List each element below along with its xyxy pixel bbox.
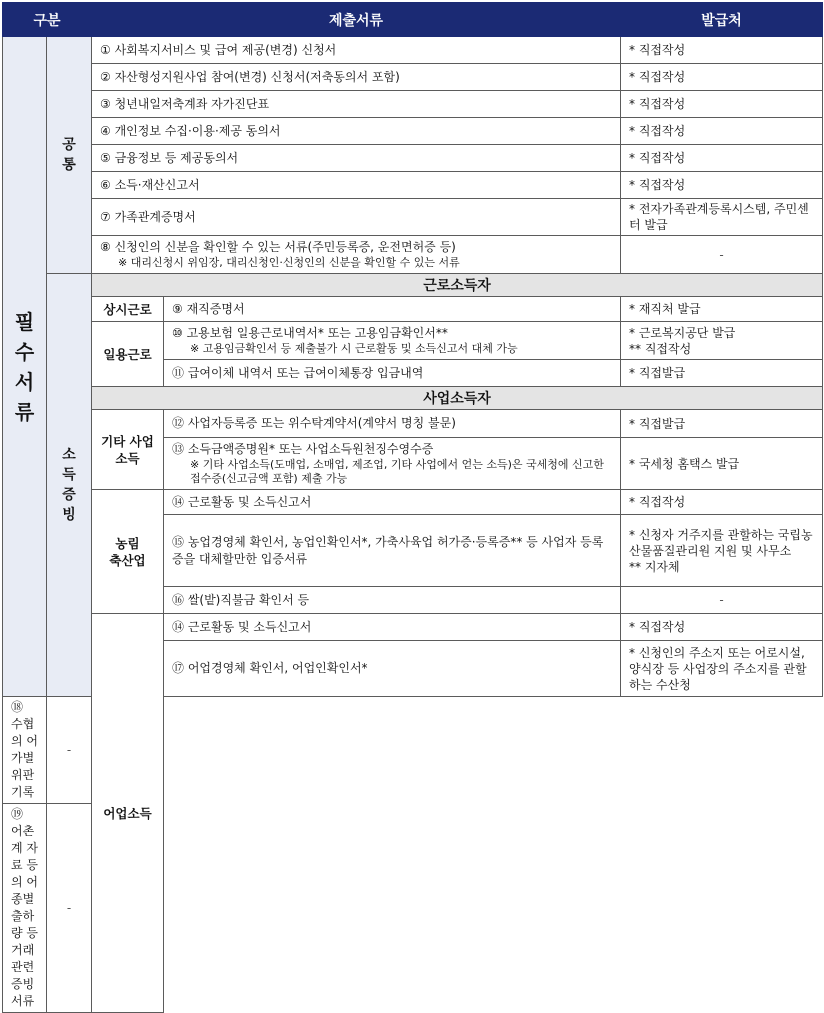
document-cell: ⑤ 금융정보 등 제공동의서: [92, 145, 621, 172]
other-business-label: 기타 사업소득: [92, 410, 164, 490]
document-cell: ⑭ 근로활동 및 소득신고서: [164, 490, 621, 515]
issuer-cell: -: [621, 587, 823, 614]
document-text: ⑬ 소득금액증명원* 또는 사업소득원천징수영수증: [172, 442, 434, 456]
table-row: [3, 614, 823, 641]
table-row: [3, 91, 823, 118]
issuer-cell: * 직접작성: [621, 64, 823, 91]
document-cell: ⑱ 수협의 어가별 위판기록: [3, 697, 47, 804]
document-note: ※ 고용임금확인서 등 제출불가 시 근로활동 및 소득신고서 대체 가능: [190, 342, 518, 355]
table-row: [3, 236, 823, 274]
fishery-label: 어업소득: [92, 614, 164, 1013]
issuer-cell: * 직접발급: [621, 410, 823, 438]
document-cell: ⑭ 근로활동 및 소득신고서: [164, 614, 621, 641]
income-category: 소득증빙: [47, 274, 92, 697]
agri-label: 농림 축산업: [92, 490, 164, 614]
issuer-line: ** 직접작성: [629, 341, 692, 356]
document-cell: ④ 개인정보 수집·이용·제공 동의서: [92, 118, 621, 145]
document-cell: ⑮ 농업경영체 확인서, 농업인확인서*, 가축사육업 허가증·등록증** 등 사업자 등록증을 대체할만한 입증서류: [164, 515, 621, 587]
document-cell: ⑫ 사업자등록증 또는 위수탁계약서(계약서 명칭 불문): [164, 410, 621, 438]
header-documents: 제출서류: [92, 3, 621, 37]
issuer-cell: * 직접작성: [621, 490, 823, 515]
issuer-cell: * 직접작성: [621, 118, 823, 145]
business-income-band: 사업소득자: [92, 387, 823, 410]
issuer-line: ** 지자체: [629, 559, 680, 574]
issuer-cell: * 직접작성: [621, 91, 823, 118]
band-row: [3, 274, 823, 297]
table-row: [3, 145, 823, 172]
issuer-cell: [621, 515, 823, 587]
issuer-cell: * 직접작성: [621, 145, 823, 172]
table-row: [3, 297, 823, 322]
issuer-cell: * 재직처 발급: [621, 297, 823, 322]
table-row: [3, 490, 823, 515]
document-note: ※ 기타 사업소득(도매업, 소매업, 제조업, 기타 사업에서 얻는 소득)은 국세청에 신고한 접수증(신고금액 포함) 제출 가능: [190, 458, 604, 485]
table-row: [3, 410, 823, 438]
issuer-line: * 신청자 거주지를 관할하는 국립농산물품질관리원 지원 및 사무소: [629, 527, 813, 558]
band-row: [3, 387, 823, 410]
issuer-cell: * 신청인의 주소지 또는 어로시설, 양식장 등 사업장의 주소지를 관할하는 수산청: [621, 641, 823, 697]
document-cell: ⑥ 소득·재산신고서: [92, 172, 621, 199]
document-cell: [164, 322, 621, 360]
issuer-cell: * 직접발급: [621, 360, 823, 387]
issuer-cell: * 직접작성: [621, 37, 823, 64]
document-cell: ⑯ 쌀(밭)직불금 확인서 등: [164, 587, 621, 614]
table-row: [3, 37, 823, 64]
document-cell: [92, 236, 621, 274]
regular-work-label: 상시근로: [92, 297, 164, 322]
table-row: [3, 172, 823, 199]
daily-work-label: 일용근로: [92, 322, 164, 387]
required-category: 필수서류: [3, 37, 47, 697]
table-row: [3, 64, 823, 91]
document-note: ※ 대리신청시 위임장, 대리신청인·신청인의 신분을 확인할 수 있는 서류: [118, 256, 460, 269]
issuer-cell: * 직접작성: [621, 172, 823, 199]
issuer-line: * 근로복지공단 발급: [629, 325, 736, 340]
issuer-cell: -: [47, 697, 92, 804]
issuer-cell: -: [47, 804, 92, 1013]
issuer-cell: * 전자가족관계등록시스템, 주민센터 발급: [621, 199, 823, 236]
issuer-cell: * 국세청 홈택스 발급: [621, 438, 823, 490]
required-documents-table: [2, 2, 823, 1013]
header-row: [3, 3, 823, 37]
issuer-cell: [621, 322, 823, 360]
issuer-cell: * 직접작성: [621, 614, 823, 641]
document-cell: ⑪ 급여이체 내역서 또는 급여이체통장 입금내역: [164, 360, 621, 387]
header-category: 구분: [3, 3, 92, 37]
table-row: [3, 118, 823, 145]
document-cell: ② 자산형성지원사업 참여(변경) 신청서(저축동의서 포함): [92, 64, 621, 91]
document-cell: [164, 438, 621, 490]
issuer-cell: -: [621, 236, 823, 274]
earned-income-band: 근로소득자: [92, 274, 823, 297]
header-issuer: 발급처: [621, 3, 823, 37]
table-row: [3, 322, 823, 360]
document-cell: ⑰ 어업경영체 확인서, 어업인확인서*: [164, 641, 621, 697]
document-cell: ⑦ 가족관계증명서: [92, 199, 621, 236]
table-row: [3, 199, 823, 236]
common-category: 공통: [47, 37, 92, 274]
document-cell: ⑲ 어촌계 자료 등의 어종별 출하량 등 거래 관련 증빙 서류: [3, 804, 47, 1013]
document-text: ⑩ 고용보험 일용근로내역서* 또는 고용임금확인서**: [172, 326, 448, 340]
document-cell: ③ 청년내일저축계좌 자가진단표: [92, 91, 621, 118]
document-cell: ⑨ 재직증명서: [164, 297, 621, 322]
document-cell: ① 사회복지서비스 및 급여 제공(변경) 신청서: [92, 37, 621, 64]
document-text: ⑧ 신청인의 신분을 확인할 수 있는 서류(주민등록증, 운전면허증 등): [100, 240, 456, 254]
